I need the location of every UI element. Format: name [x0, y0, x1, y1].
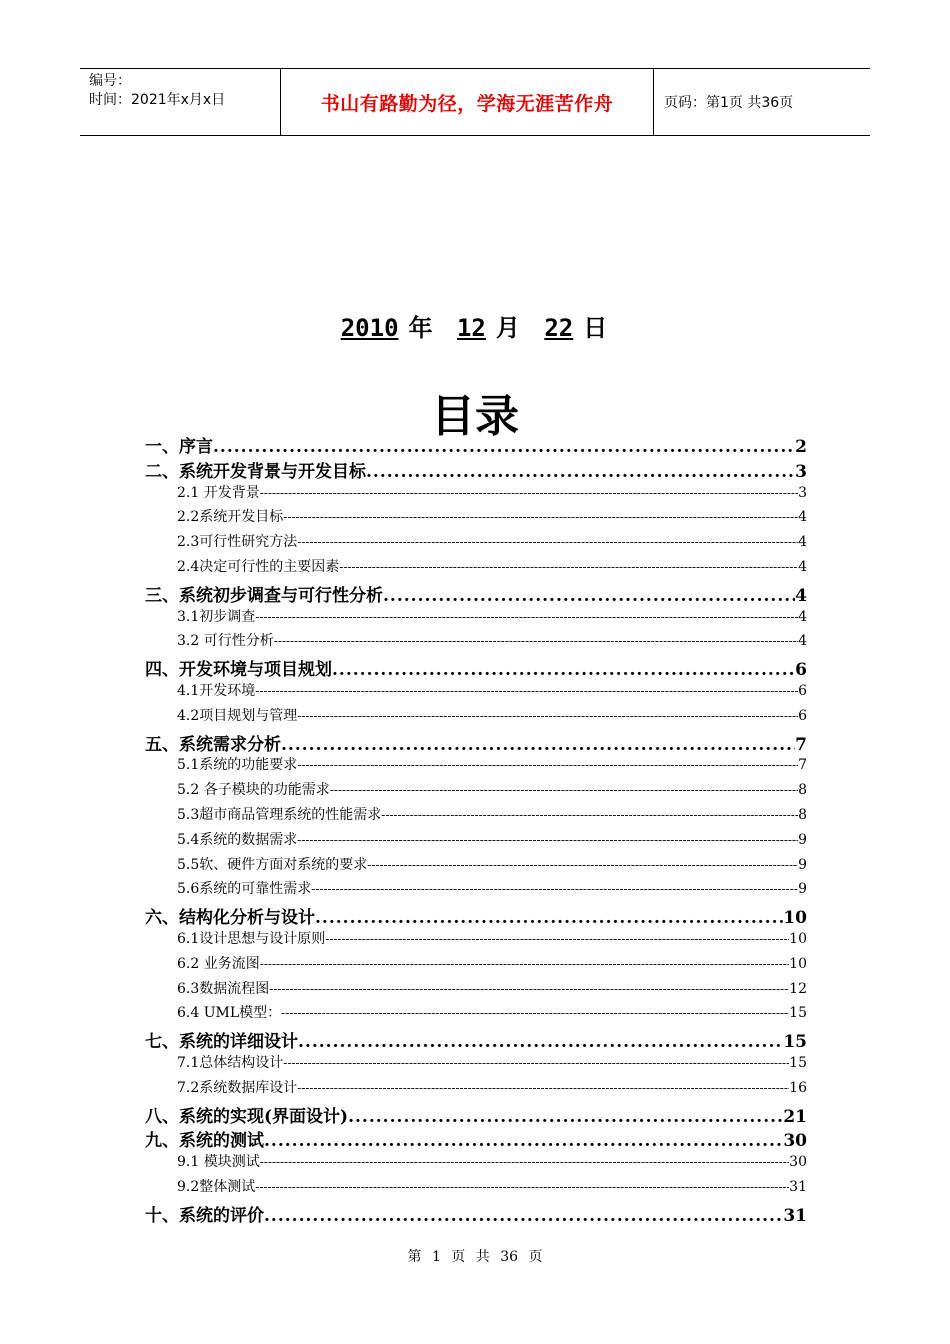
date-year-unit: 年: [408, 314, 433, 342]
toc-entry-label: 5.4系统的数据需求: [177, 831, 298, 848]
toc-entry-page: 10: [789, 931, 807, 947]
toc-entry-label: 一、序言: [145, 437, 213, 457]
toc-entry[interactable]: [145, 581, 807, 606]
toc-entry[interactable]: [177, 1176, 807, 1201]
toc-leader: [298, 1032, 783, 1052]
toc-leader: [283, 1055, 789, 1071]
toc-entry-page: 4: [798, 608, 807, 625]
document-date: [0, 308, 950, 343]
toc-entry-label: 十、系统的评价: [145, 1205, 264, 1226]
toc-leader: [297, 708, 798, 724]
toc-leader: [255, 609, 798, 625]
page-footer: 第 1 页 共 36 页: [407, 1249, 543, 1265]
toc-entry-label: 5.1系统的功能要求: [177, 757, 298, 774]
toc-leader: [297, 534, 798, 550]
toc-entry[interactable]: [145, 1102, 807, 1127]
toc-leader: [255, 683, 798, 699]
toc-leader: [311, 881, 798, 897]
page-title: 目录: [431, 391, 519, 442]
date-month-unit: 月: [495, 314, 520, 342]
toc-entry-page: 4: [798, 534, 807, 551]
toc-entry[interactable]: [145, 457, 807, 482]
toc-leader: [264, 1206, 783, 1226]
toc-leader: [297, 1080, 789, 1096]
toc-leader: [315, 908, 783, 928]
toc-leader: [332, 660, 795, 680]
toc-entry-page: 4: [798, 509, 807, 526]
toc-leader: [367, 857, 798, 873]
toc-entry-label: 四、开发环境与项目规划: [145, 660, 332, 681]
toc-entry-label: 九、系统的测试: [145, 1131, 264, 1152]
toc-entry-label: 3.2 可行性分析: [177, 633, 274, 650]
toc-entry-page: 2: [795, 437, 807, 457]
toc-entry[interactable]: [177, 754, 807, 779]
toc-entry[interactable]: [177, 556, 807, 581]
toc-entry-page: 9: [798, 881, 807, 898]
toc-entry-label: 5.5软、硬件方面对系统的要求: [177, 856, 368, 873]
toc-entry-page: 31: [789, 1179, 807, 1195]
toc-entry-page: 15: [783, 1032, 807, 1053]
toc-entry-label: 5.6系统的可靠性需求: [177, 881, 312, 898]
date-day: 22: [544, 314, 574, 342]
toc-entry[interactable]: [177, 953, 807, 978]
toc-entry[interactable]: [145, 1027, 807, 1052]
toc-entry-page: 31: [783, 1205, 807, 1226]
toc-entry-page: 6: [795, 660, 807, 681]
toc-entry[interactable]: [177, 506, 807, 531]
toc-entry-label: 五、系统需求分析: [145, 734, 281, 755]
toc-entry[interactable]: [145, 903, 807, 928]
toc-entry[interactable]: [145, 1201, 807, 1226]
date-day-unit: 日: [583, 314, 608, 342]
toc-entry[interactable]: [145, 655, 807, 680]
toc-leader: [348, 1107, 783, 1127]
toc-leader: [339, 559, 798, 575]
toc-entry-label: 八、系统的实现(界面设计): [145, 1106, 349, 1127]
toc-entry[interactable]: [177, 705, 807, 730]
toc-entry-page: 6: [798, 707, 807, 724]
toc-leader: [366, 462, 795, 482]
header-page-info: 页码：第1页 共36页: [664, 95, 794, 111]
header-motto: 书山有路勤为径，学海无涯苦作舟: [281, 69, 654, 135]
toc-leader: [260, 956, 789, 972]
toc-leader: [269, 981, 789, 997]
toc-entry-page: 16: [789, 1079, 807, 1096]
toc-entry-label: 6.1设计思想与设计原则: [177, 931, 326, 947]
toc-entry-label: 6.4 UML模型：: [177, 1005, 282, 1022]
toc-leader: [330, 782, 798, 798]
toc-entry-label: 2.1 开发背景: [177, 484, 260, 501]
toc-entry-label: 5.2 各子模块的功能需求: [177, 782, 330, 799]
toc-entry[interactable]: [145, 730, 807, 755]
time-label: 时间：2021年x月x日: [89, 92, 226, 108]
toc-entry[interactable]: [177, 804, 807, 829]
toc-entry-label: 6.3数据流程图: [177, 980, 270, 997]
toc-leader: [283, 509, 798, 525]
toc-entry-label: 9.2整体测试: [177, 1179, 256, 1195]
document-header: [80, 68, 870, 136]
toc-entry-label: 7.1总体结构设计: [177, 1055, 284, 1071]
toc-entry-page: 7: [798, 757, 807, 774]
toc-entry-page: 4: [795, 585, 807, 606]
toc-entry-page: 4: [798, 633, 807, 650]
toc-entry-page: 4: [798, 559, 807, 575]
toc-entry-page: 10: [789, 955, 807, 972]
toc-entry[interactable]: [177, 978, 807, 1003]
toc-entry-label: 3.1初步调查: [177, 608, 256, 625]
toc-entry[interactable]: [177, 1002, 807, 1027]
toc-entry-label: 4.2项目规划与管理: [177, 707, 298, 724]
toc-entry-label: 7.2系统数据库设计: [177, 1079, 298, 1096]
toc-entry[interactable]: [177, 680, 807, 705]
toc-entry-page: 7: [795, 734, 807, 755]
toc-entry-page: 9: [798, 856, 807, 873]
toc-entry-page: 30: [783, 1131, 807, 1152]
toc-leader: [381, 807, 798, 823]
header-meta: [80, 69, 281, 135]
toc-entry[interactable]: [177, 606, 807, 631]
toc-entry[interactable]: [145, 1126, 807, 1151]
toc-leader: [281, 735, 795, 755]
date-year: 2010: [340, 314, 399, 342]
toc-entry-page: 15: [789, 1055, 807, 1071]
toc-leader: [260, 1154, 789, 1170]
toc-entry-page: 21: [783, 1106, 807, 1127]
toc-entry[interactable]: [177, 482, 807, 507]
toc-entry-label: 二、系统开发背景与开发目标: [145, 461, 366, 482]
toc-leader: [297, 832, 798, 848]
toc-entry-page: 9: [798, 831, 807, 848]
toc-leader: [325, 931, 789, 947]
toc-entry-page: 3: [798, 484, 807, 501]
toc-entry[interactable]: [177, 1077, 807, 1102]
toc-entry[interactable]: [177, 928, 807, 953]
number-label: 编号：: [89, 73, 131, 89]
toc-entry-page: 12: [789, 980, 807, 997]
toc-entry[interactable]: [177, 630, 807, 655]
toc-entry-label: 9.1 模块测试: [177, 1154, 260, 1171]
toc-leader: [260, 485, 798, 501]
toc-entry-page: 3: [795, 461, 807, 482]
toc-entry-label: 2.4决定可行性的主要因素: [177, 559, 340, 575]
toc-entry-page: 30: [789, 1154, 807, 1171]
toc-entry[interactable]: [177, 1151, 807, 1176]
toc-leader: [383, 586, 795, 606]
toc-entry-page: 8: [798, 782, 807, 799]
toc-leader: [274, 633, 798, 649]
toc-entry-label: 三、系统初步调查与可行性分析: [145, 585, 383, 606]
toc-entry-label: 2.2系统开发目标: [177, 509, 284, 526]
toc-entry-page: 8: [798, 807, 807, 823]
toc-leader: [213, 437, 795, 457]
toc-entry[interactable]: [177, 1052, 807, 1077]
toc-entry[interactable]: [177, 779, 807, 804]
toc-entry[interactable]: [177, 854, 807, 879]
toc-entry-label: 5.3超市商品管理系统的性能需求: [177, 807, 382, 823]
toc-entry-label: 七、系统的详细设计: [145, 1032, 298, 1053]
toc-entry-label: 4.1开发环境: [177, 683, 256, 699]
toc-entry-page: 6: [798, 683, 807, 699]
date-month: 12: [456, 314, 486, 342]
toc-leader: [281, 1005, 789, 1021]
toc-entry[interactable]: [177, 829, 807, 854]
toc-entry-label: 六、结构化分析与设计: [145, 908, 315, 929]
toc-entry-label: 2.3可行性研究方法: [177, 534, 298, 551]
toc-entry[interactable]: [177, 531, 807, 556]
toc-leader: [297, 757, 798, 773]
toc-entry-page: 10: [783, 908, 807, 929]
toc-entry[interactable]: [177, 878, 807, 903]
toc-entry-page: 15: [789, 1005, 807, 1022]
toc-leader: [264, 1131, 783, 1151]
toc-entry-label: 6.2 业务流图: [177, 955, 260, 972]
toc-leader: [255, 1179, 789, 1195]
toc-entry[interactable]: [145, 432, 807, 457]
